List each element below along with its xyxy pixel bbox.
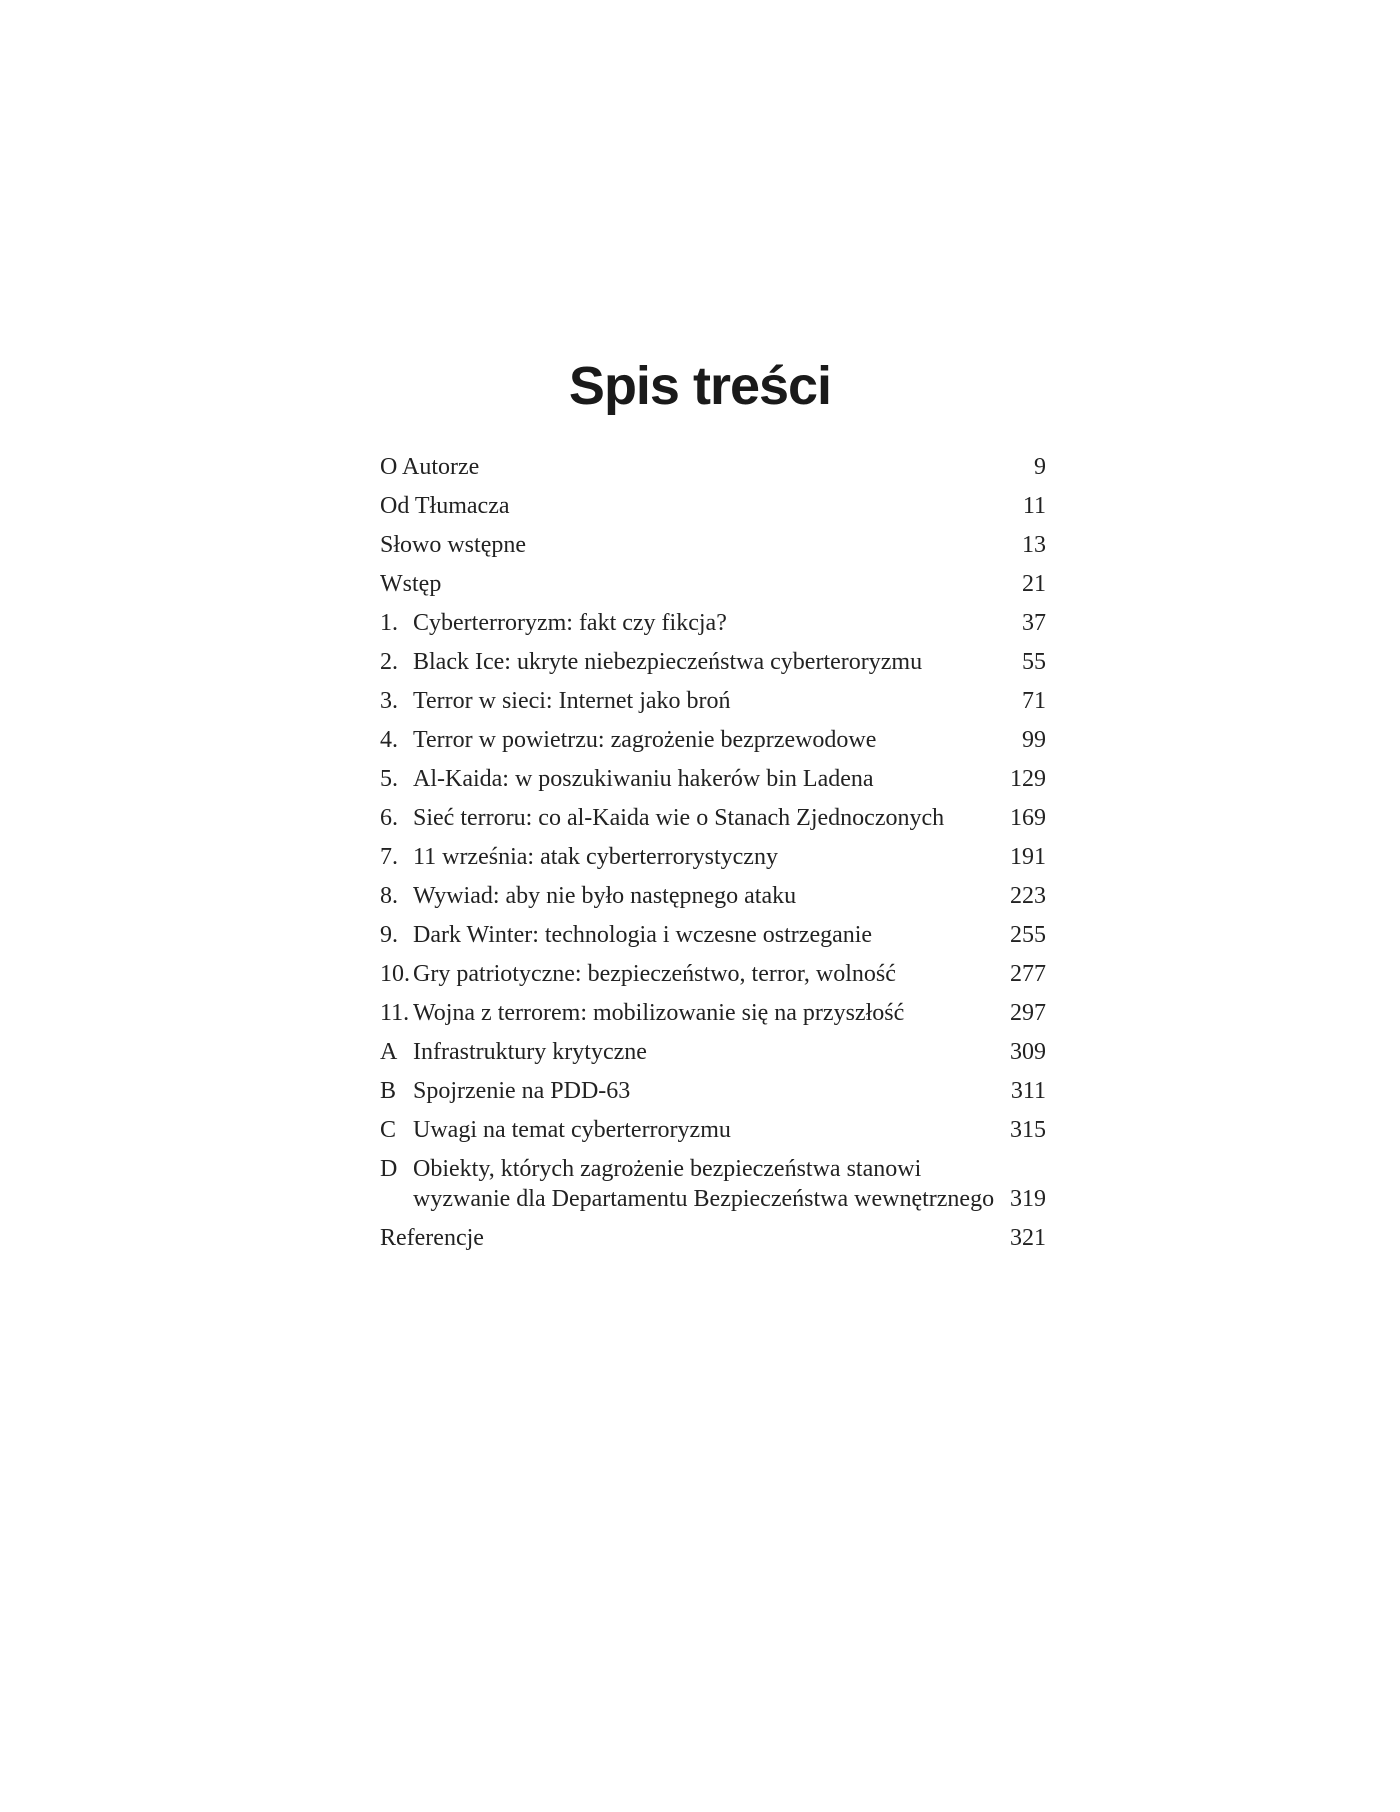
toc-entry-page: 55 <box>1022 649 1046 675</box>
toc-entry-page: 169 <box>1010 805 1046 831</box>
toc-entry-number: 10. <box>380 961 410 987</box>
toc-entry-number: 11. <box>380 1000 410 1026</box>
toc-entry-title: Referencje <box>380 1225 484 1251</box>
toc-entry <box>380 1223 1046 1253</box>
toc-entry-page: 321 <box>1010 1225 1046 1251</box>
toc-entry-number: 1. <box>380 610 398 636</box>
toc-entry-number: 7. <box>380 844 398 870</box>
toc-entry-title: Dark Winter: technologia i wczesne ostrzeganie <box>413 922 873 948</box>
toc-entry-title: Spojrzenie na PDD-63 <box>413 1078 631 1104</box>
toc-entry-number: 5. <box>380 766 398 792</box>
toc-entry-number: 8. <box>380 883 398 909</box>
toc-entry <box>380 1076 1046 1106</box>
toc-entry-number: 4. <box>380 727 398 753</box>
toc-entry <box>380 764 1046 794</box>
toc-entry <box>380 1115 1046 1145</box>
toc-entry-page: 191 <box>1010 844 1046 870</box>
toc-entry-title: Wojna z terrorem: mobilizowanie się na przyszłość <box>413 1000 905 1026</box>
toc-entry-number: D <box>380 1156 398 1182</box>
toc-entry-title: Uwagi na temat cyberterroryzmu <box>413 1117 731 1143</box>
toc-entry-page: 319 <box>1010 1186 1046 1212</box>
toc-entry <box>380 1154 1046 1214</box>
toc-entry-number: 3. <box>380 688 398 714</box>
toc-entry <box>380 686 1046 716</box>
toc-entry-title: Infrastruktury krytyczne <box>413 1039 647 1065</box>
toc-entry-page: 277 <box>1010 961 1046 987</box>
toc-entry-title: Wywiad: aby nie było następnego ataku <box>413 883 797 909</box>
toc-entry-title: Sieć terroru: co al-Kaida wie o Stanach Zjednoczonych <box>413 805 945 831</box>
toc-entry-number: C <box>380 1117 397 1143</box>
toc-entry-page: 71 <box>1022 688 1046 714</box>
table-of-contents <box>380 452 1046 1262</box>
toc-entry <box>380 803 1046 833</box>
toc-entry-title: Al-Kaida: w poszukiwaniu hakerów bin Ladena <box>413 766 874 792</box>
toc-entry-page: 309 <box>1010 1039 1046 1065</box>
toc-entry <box>380 608 1046 638</box>
toc-entry-number: B <box>380 1078 397 1104</box>
toc-entry-title: 11 września: atak cyberterrorystyczny <box>413 844 778 870</box>
toc-entry-number: A <box>380 1039 398 1065</box>
toc-entry-number: 6. <box>380 805 398 831</box>
toc-entry <box>380 998 1046 1028</box>
toc-entry-title-line: Obiekty, których zagrożenie bezpieczeństwa stanowi <box>413 1156 922 1182</box>
toc-entry <box>380 1037 1046 1067</box>
toc-entry-number: 9. <box>380 922 398 948</box>
toc-entry-page: 297 <box>1010 1000 1046 1026</box>
toc-entry <box>380 452 1046 482</box>
toc-entry-page: 9 <box>1034 454 1046 480</box>
toc-entry-title: Wstęp <box>380 571 442 597</box>
toc-entry-title: Słowo wstępne <box>380 532 526 558</box>
page-title: Spis treści <box>568 356 832 416</box>
toc-entry-page: 99 <box>1022 727 1046 753</box>
toc-entry <box>380 959 1046 989</box>
toc-entry <box>380 491 1046 521</box>
toc-entry-page: 311 <box>1010 1078 1046 1104</box>
toc-entry <box>380 647 1046 677</box>
toc-entry-title: Terror w sieci: Internet jako broń <box>413 688 731 714</box>
toc-entry <box>380 530 1046 560</box>
toc-entry-title <box>413 1154 1006 1214</box>
toc-entry-page: 11 <box>1022 493 1046 519</box>
toc-entry-page: 21 <box>1022 571 1046 597</box>
toc-entry <box>380 920 1046 950</box>
toc-entry-page: 13 <box>1022 532 1046 558</box>
toc-entry-page: 37 <box>1022 610 1046 636</box>
toc-entry <box>380 569 1046 599</box>
toc-entry-page: 223 <box>1010 883 1046 909</box>
toc-entry-title: Black Ice: ukryte niebezpieczeństwa cyberteroryzmu <box>413 649 923 675</box>
toc-entry <box>380 881 1046 911</box>
toc-entry-title: Od Tłumacza <box>380 493 510 519</box>
toc-entry-page: 315 <box>1010 1117 1046 1143</box>
toc-entry-page: 129 <box>1010 766 1046 792</box>
toc-entry <box>380 725 1046 755</box>
toc-entry <box>380 842 1046 872</box>
toc-entry-number: 2. <box>380 649 398 675</box>
toc-entry-title: Gry patriotyczne: bezpieczeństwo, terror, wolność <box>413 961 896 987</box>
toc-entry-title: Cyberterroryzm: fakt czy fikcja? <box>413 610 727 636</box>
toc-entry-title: O Autorze <box>380 454 480 480</box>
toc-entry-title: Terror w powietrzu: zagrożenie bezprzewodowe <box>413 727 877 753</box>
toc-entry-page: 255 <box>1010 922 1046 948</box>
toc-entry-title-line: wyzwanie dla Departamentu Bezpieczeństwa wewnętrznego <box>413 1186 995 1212</box>
